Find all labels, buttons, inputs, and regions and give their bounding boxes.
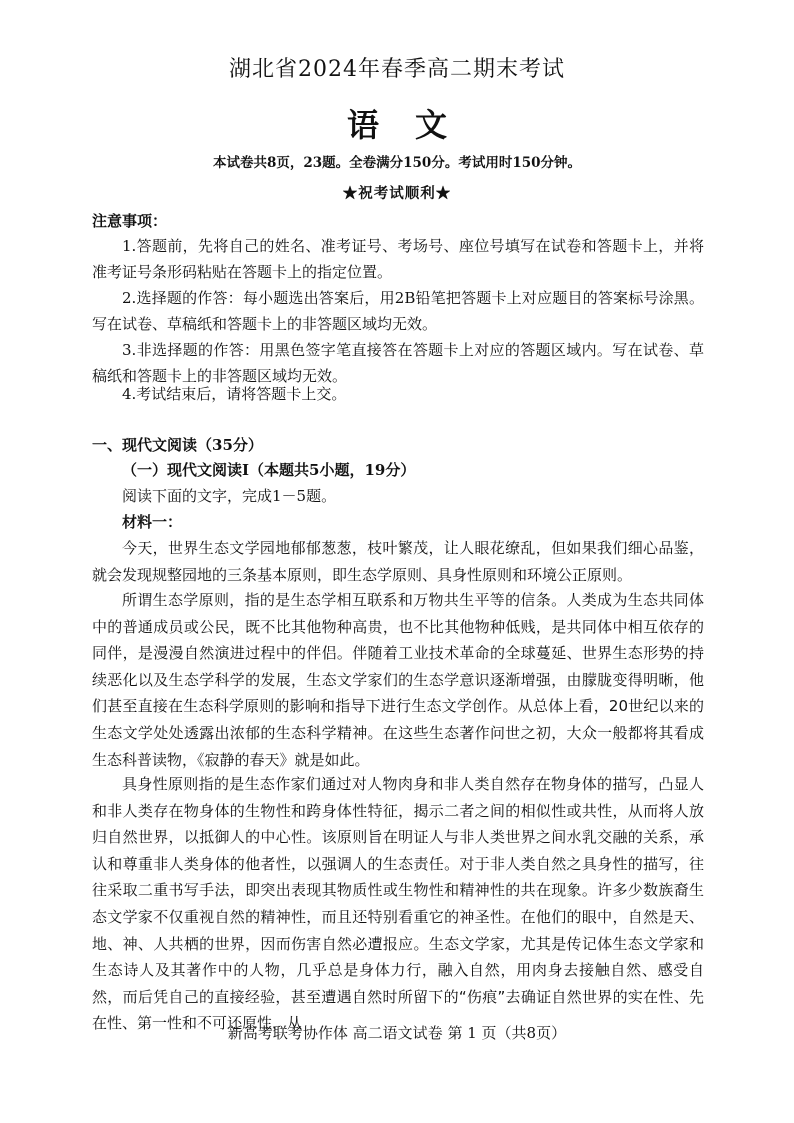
reading-instruction: 阅读下面的文字，完成1－5题。: [122, 487, 337, 505]
exam-title: 湖北省2024年春季高二期末考试: [229, 57, 565, 82]
subject-title: 语文: [346, 106, 483, 144]
notice-item-3: 3.非选择题的作答：用黑色签字笔直接答在答题卡上对应的答题区域内。写在试卷、草稿纸和答题卡上的非答题区域均无效。: [92, 341, 704, 385]
sub-section-title: （一）现代文阅读Ⅰ（本题共5小题，19分）: [122, 461, 416, 479]
passage-paragraph-3: 具身性原则指的是生态作家们通过对人物肉身和非人类自然存在物身体的描写，凸显人和非人类存在物身体的生物性和跨身体性特征，揭示二者之间的相似性或共性，从而将人放归自然世界，以抵御人的中心性。该原则旨在明证人与非人类世界之间水乳交融的关系，承认和尊重非人类身体的他者性，以强调人的生态责任。对于非人类自然之具身性的描写，往往采取二重书写手法，即突出表现其物质性或生物性和精神性的共在现象。许多少数族裔生态文学家不仅重视自然的精神性，而且还特别看重它的神圣性。在他们的眼中，自然是天、地、神、人共栖的世界，因而伤害自然必遭报应。生态文学家，尤其是传记体生态文学家和生态诗人及其著作中的人物，几乎总是身体力行，融入自然，用肉身去接触自然、感受自然，而后凭自己的直接经验，甚至遭遇自然时所留下的“伤痕”去确证自然世界的实在性、先在性、第一性和不可还原性，从: [92, 775, 704, 1033]
passage-paragraph-1: 今天，世界生态文学园地郁郁葱葱，枝叶繁茂，让人眼花缭乱，但如果我们细心品鉴，就会发现规整园地的三条基本原则，即生态学原则、具身性原则和环境公正原则。: [92, 539, 704, 584]
section-title: 一、现代文阅读（35分）: [92, 436, 263, 454]
page-footer: 新高考联考协作体 高二语文试卷 第 1 页（共8页）: [227, 1024, 567, 1042]
notice-item-4: 4.考试结束后，请将答题卡上交。: [122, 385, 347, 403]
material-label: 材料一：: [122, 513, 183, 531]
good-luck-banner: ★祝考试顺利★: [342, 185, 452, 202]
notice-item-1: 1.答题前，先将自己的姓名、准考证号、考场号、座位号填写在试卷和答题卡上，并将准考证号条形码粘贴在答题卡上的指定位置。: [92, 237, 704, 281]
notice-item-2: 2.选择题的作答：每小题选出答案后，用2B铅笔把答题卡上对应题目的答案标号涂黑。写在试卷、草稿纸和答题卡上的非答题区域均无效。: [92, 289, 704, 333]
exam-info: 本试卷共8页，23题。全卷满分150分。考试用时150分钟。: [212, 155, 582, 171]
passage-paragraph-2: 所谓生态学原则，指的是生态学相互联系和万物共生平等的信条。人类成为生态共同体中的普通成员或公民，既不比其他物种高贵，也不比其他物种低贱，是共同体中相互依存的同伴，是漫漫自然演进过程中的伴侣。伴随着工业技术革命的全球蔓延、世界生态形势的持续恶化以及生态学科学的发展，生态文学家们的生态学意识逐渐增强，由朦胧变得明晰，他们甚至直接在生态科学原则的影响和指导下进行生态文学创作。从总体上看，20世纪以来的生态文学处处透露出浓郁的生态科学精神。在这些生态著作问世之初，大众一般都将其看成生态科普读物，《寂静的春天》就是如此。: [92, 591, 704, 769]
notice-title: 注意事项：: [92, 212, 168, 230]
